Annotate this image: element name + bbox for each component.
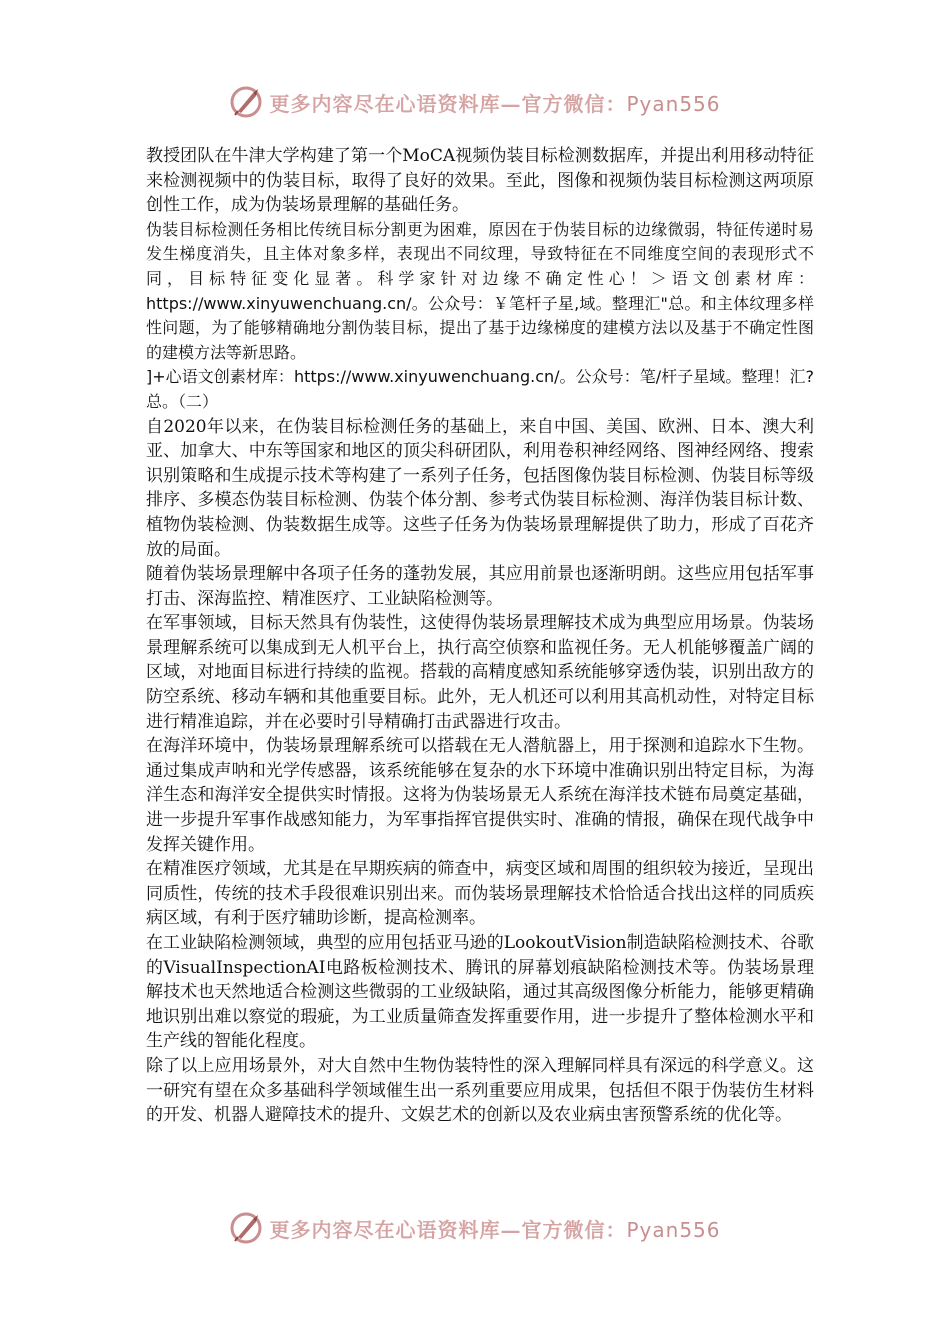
footer-banner-handle: Pyan556 — [626, 1217, 721, 1242]
paragraph: 教授团队在牛津大学构建了第一个MoCA视频伪装目标检测数据库，并提出利用移动特征来检测视频中的伪装目标，取得了良好的效果。至此，图像和视频伪装目标检测这两项原创性工作，成为伪装场景理解的基础任务。 — [146, 146, 814, 216]
quill-pen-logo-icon — [229, 85, 263, 119]
paragraph: 除了以上应用场景外，对大自然中生物伪装特性的深入理解同样具有深远的科学意义。这一研究有望在众多基础科学领域催生出一系列重要应用成果，包括但不限于伪装仿生材料的开发、机器人避障技术的提升、文娱艺术的创新以及农业病虫害预警系统的优化等。 — [146, 1055, 814, 1126]
paragraph: 在海洋环境中，伪装场景理解系统可以搭载在无人潜航器上，用于探测和追踪水下生物。通过集成声呐和光学传感器，该系统能够在复杂的水下环境中准确识别出特定目标，为海洋生态和海洋安全提供实时情报。这将为伪装场景无人系统在海洋技术链布局奠定基础，进一步提升军事作战感知能力，为军事指挥官提供实时、准确的情报，确保在现代战争中发挥关键作用。 — [146, 736, 814, 855]
paragraph: ]+心语文创素材库：https://www.xinyuwenchuang.cn/。公众号：笔/杆子星域。整理！汇?总。（二） — [146, 367, 814, 411]
paragraph: 自2020年以来，在伪装目标检测任务的基础上，来自中国、美国、欧洲、日本、澳大利亚、加拿大、中东等国家和地区的顶尖科研团队，利用卷积神经网络、图神经网络、搜索识别策略和生成提示技术等构建了一系列子任务，包括图像伪装目标检测、伪装目标等级排序、多模态伪装目标检测、伪装个体分割、参考式伪装目标检测、海洋伪装目标计数、植物伪装检测、伪装数据生成等。这些子任务为伪装场景理解提供了助力，形成了百花齐放的局面。 — [146, 416, 814, 560]
paragraph: 随着伪装场景理解中各项子任务的蓬勃发展，其应用前景也逐渐明朗。这些应用包括军事打击、深海监控、精准医疗、工业缺陷检测等。 — [146, 564, 814, 609]
footer-banner — [0, 1208, 950, 1248]
paragraph: 在军事领域，目标天然具有伪装性，这使得伪装场景理解技术成为典型应用场景。伪装场景理解系统可以集成到无人机平台上，执行高空侦察和监视任务。无人机能够覆盖广阔的区域，对地面目标进行持续的监视。搭载的高精度感知系统能够穿透伪装，识别出敌方的防空系统、移动车辆和其他重要目标。此外，无人机还可以利用其高机动性，对特定目标进行精准追踪，并在必要时引导精确打击武器进行攻击。 — [146, 613, 814, 732]
header-banner-text: 更多内容尽在心语资料库—官方微信：Pyan556 — [269, 91, 721, 116]
paragraph: 在工业缺陷检测领域，典型的应用包括亚马逊的LookoutVision制造缺陷检测技术、谷歌的VisualInspectionAI电路板检测技术、腾讯的屏幕划痕缺陷检测技术等。伪装场景理解技术也天然地适合检测这些微弱的工业级缺陷，通过其高级图像分析能力，能够更精确地识别出难以察觉的瑕疵，为工业质量筛查发挥重要作用，进一步提升了整体检测水平和生产线的智能化程度。 — [146, 933, 814, 1052]
header-banner-handle: Pyan556 — [626, 91, 721, 116]
quill-pen-logo-icon — [229, 1211, 263, 1245]
footer-banner-text: 更多内容尽在心语资料库—官方微信：Pyan556 — [269, 1217, 721, 1242]
header-banner — [0, 82, 950, 122]
paragraph: 在精准医疗领域，尤其是在早期疾病的筛查中，病变区域和周围的组织较为接近，呈现出同质性，传统的技术手段很难识别出来。而伪装场景理解技术恰恰适合找出这样的同质疾病区域，有利于医疗辅助诊断，提高检测率。 — [146, 859, 814, 929]
paragraph: 伪装目标检测任务相比传统目标分割更为困难，原因在于伪装目标的边缘微弱，特征传递时易发生梯度消失，且主体对象多样，表现出不同纹理，导致特征在不同维度空间的表现形式不同，目标特征变化显著。科学家针对边缘不确定性心！＞语文创素材库：https://www.xinyuwenchuang.cn/。公众号：￥笔杆子星,域。整理汇"总。和主体纹理多样性问题，为了能够精确地分割伪装目标，提出了基于边缘梯度的建模方法以及基于不确定性图的建模方法等新思路。 — [146, 219, 814, 362]
article-body — [146, 144, 814, 1128]
